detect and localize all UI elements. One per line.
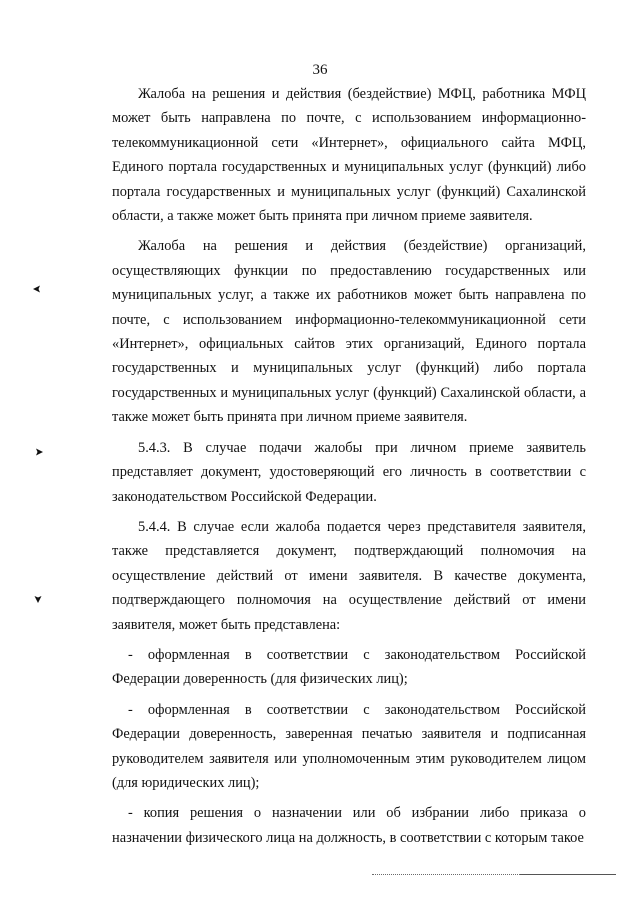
arrow-right-mark-icon [34, 447, 44, 457]
document-body [112, 82, 586, 856]
paragraph-5-4-4: 5.4.4. В случае если жалоба подается через представителя заявителя, также представляется документ, подтверждающий полномочия на осуществление действий от имени заявителя. В качестве документа, подтверждающего полномочия на осуществление действий от имени заявителя, может быть представлена: [112, 518, 586, 633]
arrow-down-mark-icon [33, 594, 43, 604]
list-item-power-of-attorney-legal-entities: - оформленная в соответствии с законодательством Российской Федерации доверенность, заверенная печатью заявителя и подписанная руководителем заявителя или уполномоченным этим руководителем лицом (для юридических лиц); [112, 701, 586, 791]
paragraph-5-4-3: 5.4.3. В случае подачи жалобы при личном приеме заявитель представляет документ, удостоверяющий его личность в соответствии с законодательством Российской Федерации. [112, 439, 586, 505]
list-item-power-of-attorney-individuals: - оформленная в соответствии с законодательством Российской Федерации доверенность (для физических лиц); [112, 646, 586, 688]
paragraph-complaint-mfc: Жалоба на решения и действия (бездействие) МФЦ, работника МФЦ может быть направлена по почте, с использованием информационно-телекоммуникационной сети «Интернет», официального сайта МФЦ, Единого портала государственных и муниципальных услуг (функций) либо портала государственных и муниципальных услуг (функций) Сахалинской области, а также может быть принята при личном приеме заявителя. [112, 86, 586, 225]
scan-artifact-line-solid [520, 874, 616, 875]
arrow-left-mark-icon [32, 284, 42, 294]
paragraph-complaint-organizations: Жалоба на решения и действия (бездействие) организаций, осуществляющих функции по предоставлению государственных или муниципальных услуг, а также их работников может быть направлена по почте, с использованием информационно-телекоммуникационной сети «Интернет», официальных сайтов этих организаций, Единого портала государственных и муниципальных услуг (функций) либо портала государственных и муниципальных услуг (функций) Сахалинской области, а также может быть принята при личном приеме заявителя. [112, 238, 586, 426]
page-number: 36 [312, 62, 328, 78]
list-item-appointment-decision-copy: - копия решения о назначении или об избрании либо приказа о назначении физического лица на должность, в соответствии с которым такое [112, 805, 586, 846]
